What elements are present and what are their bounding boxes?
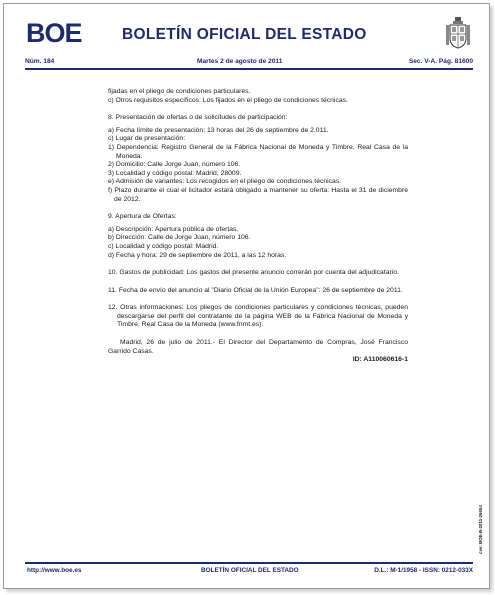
section-10 bbox=[108, 269, 408, 278]
paragraph: f) Plazo durante el cual el licitador estará obligado a mantener su oferta: Hasta el 31 de diciembre de 2012. bbox=[108, 186, 408, 203]
document-page bbox=[3, 3, 490, 589]
paragraph: 10. Gastos de publicidad: Los gastos del presente anuncio correrán por cuenta del adjudicatario. bbox=[108, 269, 399, 277]
section-heading: 9. Apertura de Ofertas: bbox=[108, 213, 177, 221]
paragraph: 11. Fecha de envío del anuncio al "Diario Oficial de la Unión Europea": 26 de septiembre de 2011. bbox=[108, 286, 403, 294]
footer-url-link[interactable]: http://www.boe.es bbox=[27, 567, 82, 574]
footer-bar bbox=[25, 567, 473, 579]
paragraph: c) Localidad y código postal: Madrid. bbox=[108, 242, 219, 250]
header-rule bbox=[25, 68, 473, 70]
section-page: Sec. V-A. Pág. 81600 bbox=[408, 58, 473, 65]
cve-code bbox=[472, 444, 483, 554]
paragraph: d) Fecha y hora: 29 de septiembre de 2011, a las 12 horas. bbox=[108, 251, 287, 259]
section-11 bbox=[108, 287, 408, 296]
cve-code-text: cve: BOE-B-2011-26654 bbox=[478, 505, 483, 554]
boe-logo-text: BOE bbox=[26, 18, 82, 48]
paragraph: b) Dirección: Calle de Jorge Juan, número 106. bbox=[108, 234, 251, 242]
signature-block bbox=[108, 339, 408, 365]
footer-legal: D.L.: M-1/1958 - ISSN: 0212-033X bbox=[374, 567, 473, 574]
signature: Madrid, 26 de julio de 2011.- El Director del Departamento de Compras, José Francisco Garrido Casas. bbox=[108, 339, 408, 355]
paragraph: c) Lugar de presentación: bbox=[108, 135, 186, 143]
issue-number: Núm. 184 bbox=[25, 58, 55, 65]
document-id: ID: A110060616-1 bbox=[352, 356, 408, 364]
footer-rule bbox=[25, 562, 473, 564]
paragraph: 3) Localidad y código postal: Madrid, 28009. bbox=[108, 169, 242, 177]
paragraph: c) Otros requisitos específicos: Los fijados en el pliego de condiciones técnicas. bbox=[108, 96, 348, 104]
paragraph: 1) Dependencia: Registro General de la Fábrica Nacional de Moneda y Timbre, Real Casa de la Moneda. bbox=[108, 143, 408, 160]
footer-title: BOLETÍN OFICIAL DEL ESTADO bbox=[201, 567, 299, 574]
section-9 bbox=[108, 213, 408, 260]
paragraph: a) Descripción: Apertura pública de ofertas. bbox=[108, 225, 239, 233]
issue-date: Martes 2 de agosto de 2011 bbox=[197, 58, 283, 65]
paragraph: e) Admisión de variantes: Los recogidos en el pliego de condiciones técnicas. bbox=[108, 178, 342, 186]
paragraph: a) Fecha límite de presentación: 13 horas del 26 de septiembre de 2.011. bbox=[108, 126, 329, 134]
paragraph: 2) Domicilio: Calle Jorge Juan, número 106. bbox=[108, 161, 241, 169]
spain-coat-of-arms-icon bbox=[445, 16, 471, 50]
section-heading: 8. Presentación de ofertas o de solicitudes de participación: bbox=[108, 114, 288, 122]
boe-logo bbox=[26, 19, 82, 47]
paragraph: fijadas en el pliego de condiciones particulares. bbox=[108, 88, 251, 95]
gazette-title: BOLETÍN OFICIAL DEL ESTADO bbox=[122, 26, 367, 43]
announcement-body bbox=[108, 88, 408, 365]
section-8 bbox=[108, 114, 408, 204]
section-12 bbox=[108, 304, 408, 330]
paragraph: 12. Otras informaciones: Los pliegos de condiciones particulares y condiciones técnicas, pueden descargarse del perfil del contratante de la página WEB de la Fábrica Nacional de Moneda y Timbre, Real Casa de la Moneda (www.fnmt.es). bbox=[108, 304, 408, 329]
